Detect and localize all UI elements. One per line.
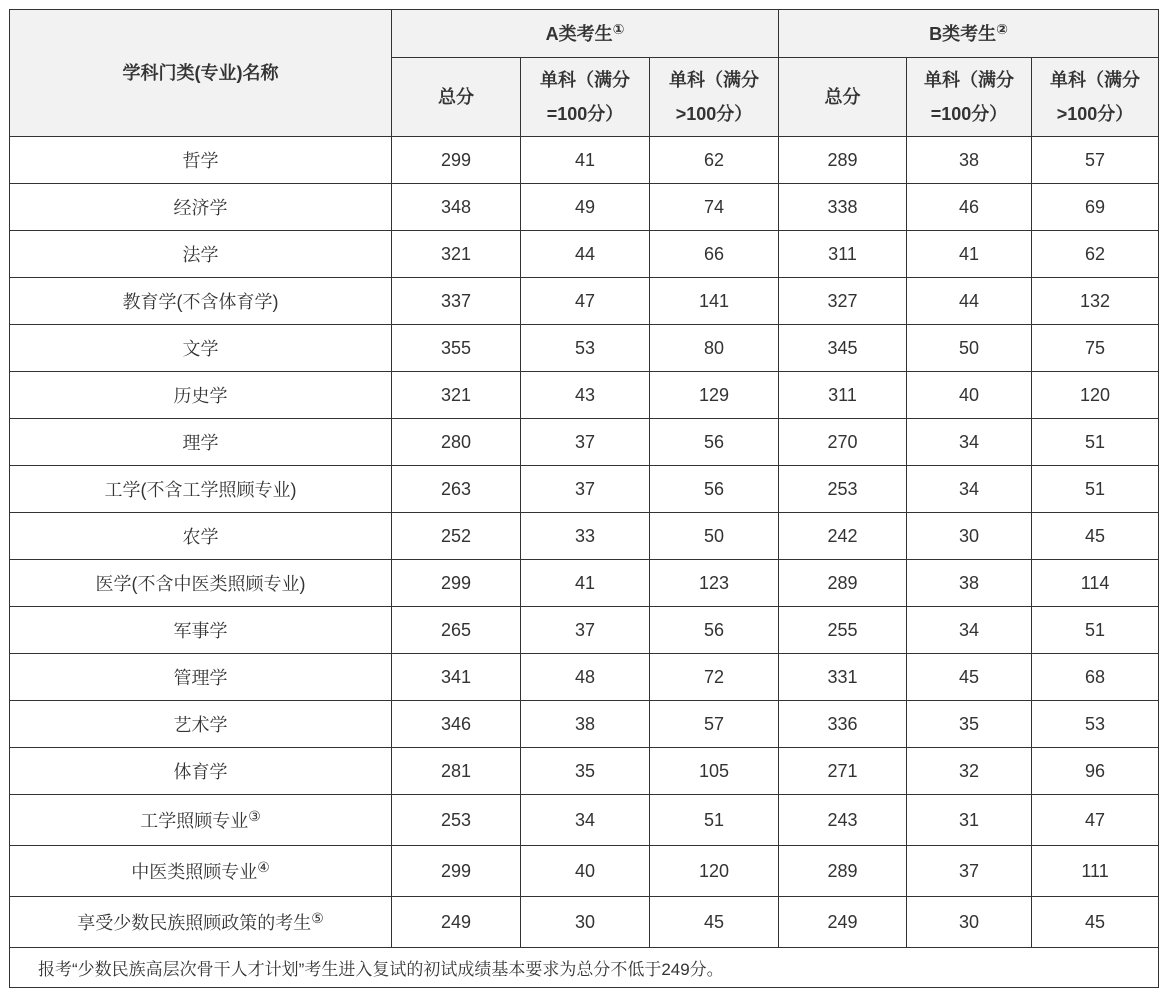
subject-name bbox=[10, 372, 392, 419]
table-row bbox=[10, 372, 1159, 419]
subject-name bbox=[10, 846, 392, 897]
score-cell: 37 bbox=[521, 419, 650, 466]
table-row bbox=[10, 419, 1159, 466]
score-cell: 51 bbox=[1032, 607, 1159, 654]
score-cell: 41 bbox=[907, 231, 1032, 278]
score-cell: 321 bbox=[392, 231, 521, 278]
score-cell: 69 bbox=[1032, 184, 1159, 231]
score-cell: 47 bbox=[1032, 795, 1159, 846]
score-cell: 34 bbox=[907, 607, 1032, 654]
score-table bbox=[9, 9, 1159, 988]
header-single-over100-a: 单科（满分>100分） bbox=[650, 58, 779, 137]
score-cell: 289 bbox=[779, 137, 907, 184]
subject-name bbox=[10, 278, 392, 325]
score-cell: 37 bbox=[521, 466, 650, 513]
subject-label: 体育学 bbox=[173, 762, 228, 782]
score-cell: 40 bbox=[521, 846, 650, 897]
score-cell: 35 bbox=[521, 748, 650, 795]
score-cell: 289 bbox=[779, 846, 907, 897]
score-cell: 253 bbox=[392, 795, 521, 846]
score-cell: 57 bbox=[1032, 137, 1159, 184]
score-cell: 331 bbox=[779, 654, 907, 701]
score-cell: 355 bbox=[392, 325, 521, 372]
subject-name bbox=[10, 184, 392, 231]
score-cell: 45 bbox=[1032, 513, 1159, 560]
subject-name bbox=[10, 513, 392, 560]
footnote-marker: ① bbox=[612, 20, 625, 37]
score-cell: 53 bbox=[521, 325, 650, 372]
score-cell: 41 bbox=[521, 137, 650, 184]
score-cell: 50 bbox=[907, 325, 1032, 372]
table-row bbox=[10, 701, 1159, 748]
table-row bbox=[10, 184, 1159, 231]
score-cell: 51 bbox=[650, 795, 779, 846]
score-cell: 249 bbox=[392, 897, 521, 948]
score-cell: 96 bbox=[1032, 748, 1159, 795]
score-cell: 51 bbox=[1032, 419, 1159, 466]
subject-name bbox=[10, 137, 392, 184]
score-cell: 299 bbox=[392, 560, 521, 607]
score-cell: 44 bbox=[907, 278, 1032, 325]
score-cell: 255 bbox=[779, 607, 907, 654]
table-row bbox=[10, 231, 1159, 278]
table-row bbox=[10, 795, 1159, 846]
footnote-marker: ⑤ bbox=[311, 910, 324, 926]
table-row bbox=[10, 513, 1159, 560]
score-cell: 30 bbox=[907, 897, 1032, 948]
subject-name bbox=[10, 231, 392, 278]
subject-label: 管理学 bbox=[173, 668, 228, 688]
score-cell: 45 bbox=[650, 897, 779, 948]
group-a-label: A类考生 bbox=[545, 23, 613, 44]
subject-label: 哲学 bbox=[182, 151, 219, 171]
subject-label: 文学 bbox=[182, 339, 219, 359]
score-cell: 34 bbox=[907, 466, 1032, 513]
score-cell: 38 bbox=[521, 701, 650, 748]
score-cell: 311 bbox=[779, 372, 907, 419]
score-cell: 72 bbox=[650, 654, 779, 701]
score-cell: 105 bbox=[650, 748, 779, 795]
score-cell: 48 bbox=[521, 654, 650, 701]
score-cell: 56 bbox=[650, 419, 779, 466]
score-cell: 30 bbox=[907, 513, 1032, 560]
score-cell: 311 bbox=[779, 231, 907, 278]
score-cell: 341 bbox=[392, 654, 521, 701]
score-cell: 299 bbox=[392, 846, 521, 897]
score-cell: 243 bbox=[779, 795, 907, 846]
score-cell: 37 bbox=[907, 846, 1032, 897]
score-cell: 132 bbox=[1032, 278, 1159, 325]
footer-note: 报考“少数民族高层次骨干人才计划”考生进入复试的初试成绩基本要求为总分不低于249分。 bbox=[10, 948, 1159, 988]
score-cell: 45 bbox=[1032, 897, 1159, 948]
score-cell: 271 bbox=[779, 748, 907, 795]
score-cell: 43 bbox=[521, 372, 650, 419]
score-cell: 68 bbox=[1032, 654, 1159, 701]
score-cell: 38 bbox=[907, 137, 1032, 184]
header-group-a bbox=[392, 10, 779, 58]
table-row bbox=[10, 654, 1159, 701]
score-cell: 37 bbox=[521, 607, 650, 654]
score-cell: 53 bbox=[1032, 701, 1159, 748]
subject-label: 军事学 bbox=[173, 621, 228, 641]
score-cell: 299 bbox=[392, 137, 521, 184]
subject-label: 艺术学 bbox=[173, 715, 228, 735]
footnote-marker: ④ bbox=[257, 859, 270, 875]
score-cell: 321 bbox=[392, 372, 521, 419]
header-group-b bbox=[779, 10, 1159, 58]
score-cell: 346 bbox=[392, 701, 521, 748]
subject-name bbox=[10, 897, 392, 948]
header-single100-b: 单科（满分=100分） bbox=[907, 58, 1032, 137]
subject-name bbox=[10, 325, 392, 372]
table-row bbox=[10, 466, 1159, 513]
score-cell: 141 bbox=[650, 278, 779, 325]
score-cell: 242 bbox=[779, 513, 907, 560]
score-cell: 62 bbox=[1032, 231, 1159, 278]
score-cell: 120 bbox=[650, 846, 779, 897]
header-total-b: 总分 bbox=[779, 58, 907, 137]
footnote-marker: ③ bbox=[248, 808, 261, 824]
subject-name bbox=[10, 560, 392, 607]
score-cell: 46 bbox=[907, 184, 1032, 231]
score-cell: 40 bbox=[907, 372, 1032, 419]
header-single100-a: 单科（满分=100分） bbox=[521, 58, 650, 137]
score-cell: 33 bbox=[521, 513, 650, 560]
score-cell: 281 bbox=[392, 748, 521, 795]
table-row bbox=[10, 325, 1159, 372]
subject-name bbox=[10, 466, 392, 513]
table-row bbox=[10, 137, 1159, 184]
score-cell: 120 bbox=[1032, 372, 1159, 419]
score-cell: 38 bbox=[907, 560, 1032, 607]
score-cell: 49 bbox=[521, 184, 650, 231]
table-row bbox=[10, 748, 1159, 795]
score-cell: 337 bbox=[392, 278, 521, 325]
table-row bbox=[10, 607, 1159, 654]
score-cell: 123 bbox=[650, 560, 779, 607]
group-b-label: B类考生 bbox=[929, 23, 997, 44]
score-cell: 338 bbox=[779, 184, 907, 231]
header-single-over100-b: 单科（满分>100分） bbox=[1032, 58, 1159, 137]
score-cell: 66 bbox=[650, 231, 779, 278]
subject-name bbox=[10, 419, 392, 466]
score-cell: 263 bbox=[392, 466, 521, 513]
footnote-marker: ② bbox=[996, 20, 1008, 37]
score-cell: 336 bbox=[779, 701, 907, 748]
score-cell: 249 bbox=[779, 897, 907, 948]
score-cell: 44 bbox=[521, 231, 650, 278]
subject-label: 经济学 bbox=[173, 198, 228, 218]
score-cell: 74 bbox=[650, 184, 779, 231]
score-cell: 41 bbox=[521, 560, 650, 607]
score-cell: 57 bbox=[650, 701, 779, 748]
subject-label: 教育学(不含体育学) bbox=[122, 292, 279, 312]
subject-name bbox=[10, 795, 392, 846]
table-row bbox=[10, 846, 1159, 897]
subject-label: 工学(不含工学照顾专业) bbox=[104, 480, 297, 500]
subject-name bbox=[10, 701, 392, 748]
table-row bbox=[10, 560, 1159, 607]
score-cell: 252 bbox=[392, 513, 521, 560]
score-cell: 111 bbox=[1032, 846, 1159, 897]
subject-name bbox=[10, 607, 392, 654]
score-cell: 345 bbox=[779, 325, 907, 372]
subject-label: 工学照顾专业 bbox=[140, 811, 249, 831]
score-cell: 35 bbox=[907, 701, 1032, 748]
subject-name bbox=[10, 748, 392, 795]
score-cell: 47 bbox=[521, 278, 650, 325]
score-cell: 327 bbox=[779, 278, 907, 325]
subject-label: 中医类照顾专业 bbox=[131, 862, 258, 882]
score-cell: 348 bbox=[392, 184, 521, 231]
table-row bbox=[10, 278, 1159, 325]
score-cell: 289 bbox=[779, 560, 907, 607]
header-subject: 学科门类(专业)名称 bbox=[10, 10, 392, 137]
score-cell: 45 bbox=[907, 654, 1032, 701]
score-cell: 265 bbox=[392, 607, 521, 654]
score-cell: 62 bbox=[650, 137, 779, 184]
score-cell: 253 bbox=[779, 466, 907, 513]
subject-label: 享受少数民族照顾政策的考生 bbox=[77, 913, 312, 933]
score-cell: 51 bbox=[1032, 466, 1159, 513]
table-row bbox=[10, 897, 1159, 948]
subject-label: 医学(不含中医类照顾专业) bbox=[95, 574, 306, 594]
score-cell: 32 bbox=[907, 748, 1032, 795]
score-cell: 129 bbox=[650, 372, 779, 419]
score-cell: 280 bbox=[392, 419, 521, 466]
header-total-a: 总分 bbox=[392, 58, 521, 137]
score-cell: 30 bbox=[521, 897, 650, 948]
score-cell: 34 bbox=[907, 419, 1032, 466]
score-cell: 50 bbox=[650, 513, 779, 560]
score-cell: 80 bbox=[650, 325, 779, 372]
subject-label: 历史学 bbox=[173, 386, 228, 406]
score-cell: 56 bbox=[650, 607, 779, 654]
score-cell: 34 bbox=[521, 795, 650, 846]
score-cell: 114 bbox=[1032, 560, 1159, 607]
subject-label: 理学 bbox=[182, 433, 219, 453]
subject-label: 法学 bbox=[182, 245, 219, 265]
score-cell: 56 bbox=[650, 466, 779, 513]
subject-label: 农学 bbox=[182, 527, 219, 547]
score-cell: 270 bbox=[779, 419, 907, 466]
score-cell: 31 bbox=[907, 795, 1032, 846]
subject-name bbox=[10, 654, 392, 701]
score-cell: 75 bbox=[1032, 325, 1159, 372]
